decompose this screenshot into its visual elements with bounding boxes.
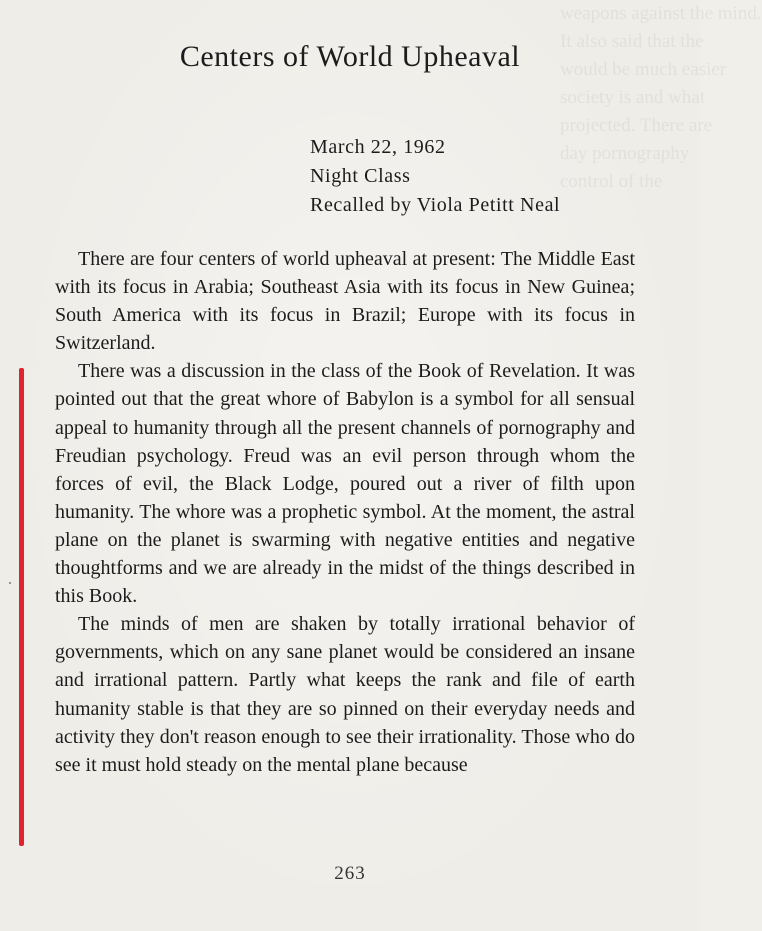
dateline bbox=[310, 133, 560, 220]
paragraph-1: There are four centers of world upheaval at present: The Middle East with its focus in Arabia; Southeast Asia with its focus in New Guinea; South America with its focus in Brazil; Europe with its focus in Switzerland. bbox=[55, 248, 635, 355]
paragraph-2: There was a discussion in the class of the Book of Revelation. It was pointed out that the great whore of Babylon is a symbol for all sensual appeal to humanity through all the present channels of pornography and Freudian psychology. Freud was an evil person through whom the forces of evil, the Black Lodge, poured out a river of filth upon humanity. The whore was a prophetic symbol. At the moment, the astral plane on the planet is swarming with negative entities and negative thoughtforms and we are already in the midst of the things described in this Book. bbox=[55, 360, 635, 608]
dateline-session: Night Class bbox=[310, 165, 411, 187]
chapter-title: Centers of World Upheaval bbox=[179, 40, 521, 73]
dateline-date: March 22, 1962 bbox=[310, 136, 446, 158]
dateline-recorder: Recalled by Viola Petitt Neal bbox=[310, 194, 561, 216]
margin-highlight-mark bbox=[19, 368, 24, 846]
page-number: 263 bbox=[334, 863, 366, 884]
paragraph-3: The minds of men are shaken by totally irrational behavior of governments, which on any sane planet would be considered an insane and irrational pattern. Partly what keeps the rank and file of earth humanity stable is that they are so pinned on their everyday needs and activity they don't reason enough to see their irrationality. Those who do see it must hold steady on the mental plane because bbox=[55, 613, 635, 776]
show-through-text: weapons against the mind. It also said that the would be much easier society is and what projected. There are day pornography control of the bbox=[560, 3, 762, 192]
body-text bbox=[55, 245, 635, 779]
paper-speck bbox=[9, 582, 11, 584]
